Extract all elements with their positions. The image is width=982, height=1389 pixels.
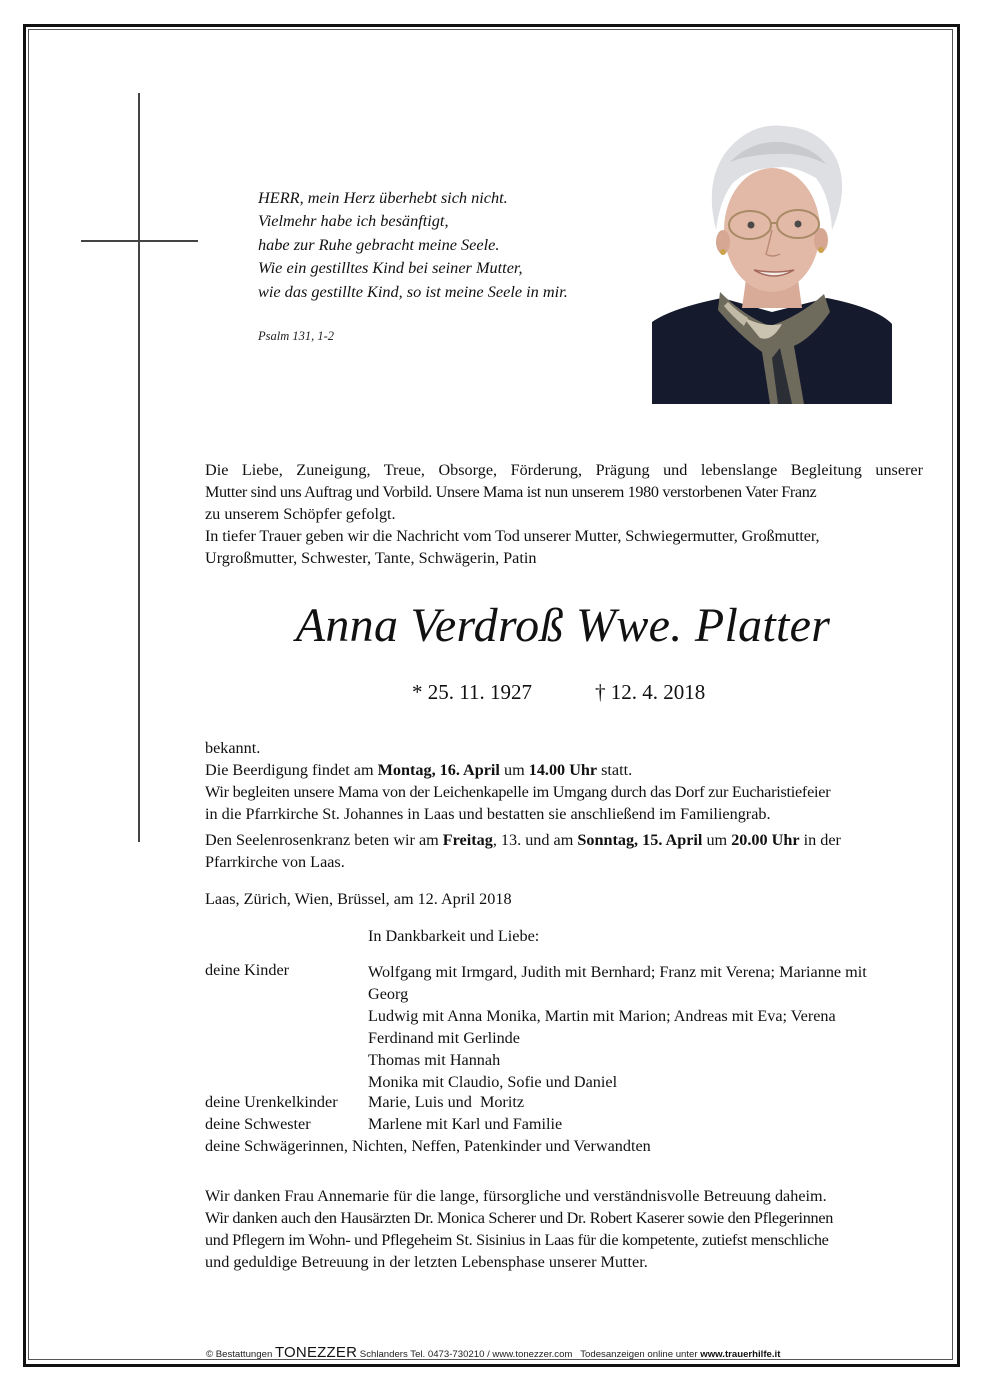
intro-line xyxy=(205,459,923,481)
family-kinder-line: Thomas mit Hannah xyxy=(368,1051,501,1069)
burial-time: 14.00 Uhr xyxy=(528,761,598,779)
psalm-reference: Psalm 131, 1-2 xyxy=(258,329,335,343)
burial-prefix: Die Beerdigung findet am xyxy=(205,761,378,779)
rosary-line xyxy=(205,829,923,851)
thanks-line: und geduldige Betreuung in der letzten Lebensphase unserer Mutter. xyxy=(205,1253,648,1271)
family-kinder-line: Wolfgang mit Irmgard, Judith mit Bernhard; Franz mit Verena; Marianne mit xyxy=(368,963,867,981)
burial-line xyxy=(205,759,923,781)
rosary-day2: Sonntag, 15. April xyxy=(577,831,703,849)
burial-suffix: statt. xyxy=(597,761,633,779)
rosary-mid2: um xyxy=(702,831,732,849)
thanks-line: Wir danken auch den Hausärzten Dr. Monica Scherer und Dr. Robert Kaserer sowie den Pflegerinnen xyxy=(205,1209,834,1227)
birth-date: * 25. 11. 1927 xyxy=(412,680,532,704)
rosary-prefix: Den Seelenrosenkranz beten wir am xyxy=(205,831,443,849)
rosary-time: 20.00 Uhr xyxy=(731,831,800,849)
intro-line: Urgroßmutter, Schwester, Tante, Schwägerin, Patin xyxy=(205,549,537,567)
procession-line: Wir begleiten unsere Mama von der Leichenkapelle im Umgang durch das Dorf zur Eucharistiefeier xyxy=(205,783,831,801)
bekannt-text: bekannt. xyxy=(205,739,261,757)
family-urenkel-value: Marie, Luis und Moritz xyxy=(368,1093,525,1111)
footer-contact: Schlanders Tel. 0473-730210 / www.tonezzer.com xyxy=(357,1349,573,1360)
family-kinder-line: Georg xyxy=(368,985,409,1003)
psalm-quote xyxy=(258,186,568,303)
cross-icon-vertical xyxy=(138,93,140,842)
place-date: Laas, Zürich, Wien, Brüssel, am 12. April 2018 xyxy=(205,890,512,908)
intro-line: zu unserem Schöpfer gefolgt. xyxy=(205,505,396,523)
footer-credit xyxy=(206,1344,780,1361)
rosary-mid1: , 13. und am xyxy=(492,831,578,849)
footer-prefix: © Bestattungen xyxy=(206,1349,275,1360)
psalm-line: HERR, mein Herz überhebt sich nicht. xyxy=(258,188,508,207)
cross-icon-horizontal xyxy=(81,240,198,242)
thanks-paragraph xyxy=(205,1185,923,1273)
thanks-line: und Pflegern im Wohn- und Pflegeheim St. Sisinius in Laas für die kompetente, zutiefst menschliche xyxy=(205,1231,829,1249)
psalm-line: Wie ein gestilltes Kind bei seiner Mutter, xyxy=(258,258,523,278)
procession-line: in die Pfarrkirche St. Johannes in Laas und bestatten sie anschließend im Familiengrab. xyxy=(205,805,771,823)
family-kinder-line: Ludwig mit Anna Monika, Martin mit Marion; Andreas mit Eva; Verena xyxy=(368,1007,836,1025)
portrait-photo-icon xyxy=(652,112,892,404)
psalm-line: habe zur Ruhe gebracht meine Seele. xyxy=(258,234,500,254)
burial-day: Montag, 16. April xyxy=(377,761,500,779)
footer-online-link[interactable]: www.trauerhilfe.it xyxy=(700,1349,781,1360)
rosary-day1: Freitag xyxy=(442,831,493,849)
family-label-schwester: deine Schwester xyxy=(205,1115,311,1133)
death-date: † 12. 4. 2018 xyxy=(595,680,706,704)
psalm-line: Vielmehr habe ich besänftigt, xyxy=(258,211,449,231)
deceased-name: Anna Verdroß Wwe. Platter xyxy=(295,599,831,652)
family-label-urenkel: deine Urenkelkinder xyxy=(205,1093,338,1111)
rosary-line-2: Pfarrkirche von Laas. xyxy=(205,853,345,871)
intro-line: In tiefer Trauer geben wir die Nachricht vom Tod unserer Mutter, Schwiegermutter, Großmutter, xyxy=(205,527,820,545)
burial-mid: um xyxy=(499,761,529,779)
rosary-suffix: in der xyxy=(799,831,841,849)
footer-online-label: Todesanzeigen online unter xyxy=(572,1349,701,1360)
gratitude-heading: In Dankbarkeit und Liebe: xyxy=(368,927,540,945)
family-kinder-list xyxy=(368,961,928,1093)
funeral-details xyxy=(205,737,923,873)
thanks-line: Wir danken Frau Annemarie für die lange, fürsorgliche und verständnisvolle Betreuung daheim. xyxy=(205,1187,827,1205)
family-schwester-value: Marlene mit Karl und Familie xyxy=(368,1115,563,1133)
family-kinder-line: Monika mit Claudio, Sofie und Daniel xyxy=(368,1073,618,1091)
psalm-line: wie das gestillte Kind, so ist meine Seele in mir. xyxy=(258,281,568,301)
family-kinder-line: Ferdinand mit Gerlinde xyxy=(368,1029,520,1047)
portrait-photo xyxy=(652,112,892,404)
intro-paragraph xyxy=(205,459,923,569)
intro-text: Die Liebe, Zuneigung, Treue, Obsorge, Förderung, Prägung und lebenslange Begleitung unserer xyxy=(205,461,923,479)
intro-line: Mutter sind uns Auftrag und Vorbild. Unsere Mama ist nun unserem 1980 verstorbenen Vater Franz xyxy=(205,483,817,501)
footer-brand-logo: TONEZZER xyxy=(274,1344,358,1361)
family-others-line: deine Schwägerinnen, Nichten, Neffen, Patenkinder und Verwandten xyxy=(205,1137,651,1155)
family-label-kinder: deine Kinder xyxy=(205,961,290,979)
